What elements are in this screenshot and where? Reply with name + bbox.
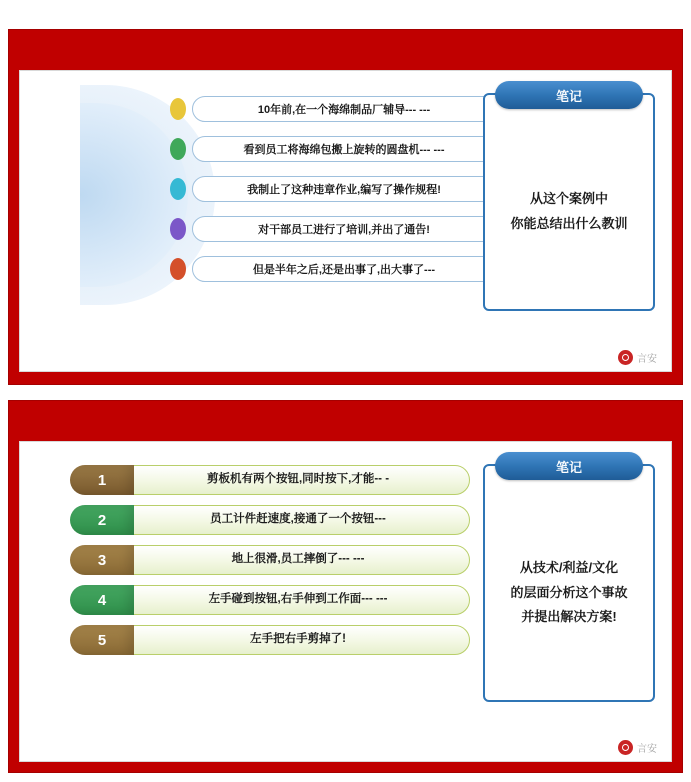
notes-line: 从技术/利益/文化 <box>519 559 619 575</box>
slide-2 <box>8 400 683 773</box>
slide-1-bullet-list <box>170 89 500 289</box>
bullet-dot-icon <box>170 258 186 280</box>
slide-2-body <box>19 441 672 762</box>
step-text: 员工计件赶速度,接通了一个按钮--- <box>210 513 386 526</box>
bullet-dot-icon <box>170 218 186 240</box>
slide-1 <box>8 29 683 385</box>
notes-tab-label: 笔记 <box>495 452 643 480</box>
notes-panel <box>483 459 655 702</box>
watermark <box>618 740 657 755</box>
step-pill <box>120 545 470 575</box>
watermark-text: 言安 <box>637 354 657 365</box>
watermark-text: 言安 <box>637 744 657 755</box>
step-pill <box>120 465 470 495</box>
bullet-pill <box>192 136 500 162</box>
bullet-text: 10年前,在一个海绵制品厂辅导--- --- <box>257 104 431 116</box>
step-number-chip: 5 <box>70 625 134 655</box>
list-item <box>170 89 500 129</box>
step-pill <box>120 625 470 655</box>
list-item <box>70 500 470 540</box>
list-item <box>70 540 470 580</box>
step-pill <box>120 585 470 615</box>
list-item <box>170 129 500 169</box>
step-number-chip: 3 <box>70 545 134 575</box>
step-pill <box>120 505 470 535</box>
step-text: 剪板机有两个按钮,同时按下,才能-- - <box>206 473 390 486</box>
bullet-pill <box>192 256 500 282</box>
list-item <box>170 169 500 209</box>
list-item <box>170 209 500 249</box>
slide-1-content <box>20 71 671 371</box>
bullet-pill <box>192 216 500 242</box>
bullet-pill <box>192 96 500 122</box>
notes-line: 从这个案例中 <box>529 191 608 207</box>
watermark <box>618 350 657 365</box>
notes-body <box>493 494 645 692</box>
step-text: 左手把右手剪掉了! <box>250 633 346 646</box>
bullet-text: 看到员工将海绵包搬上旋转的圆盘机--- --- <box>243 144 445 156</box>
watermark-logo-icon <box>618 740 633 755</box>
slide-1-body <box>19 70 672 372</box>
notes-line: 的层面分析这个事故 <box>510 584 628 600</box>
step-number-chip: 2 <box>70 505 134 535</box>
bullet-text: 我制止了这种违章作业,编写了操作规程! <box>247 184 441 196</box>
slide-2-content <box>20 442 671 761</box>
step-number-chip: 1 <box>70 465 134 495</box>
bullet-dot-icon <box>170 138 186 160</box>
bullet-text: 但是半年之后,还是出事了,出大事了--- <box>252 264 436 276</box>
step-number-chip: 4 <box>70 585 134 615</box>
notes-body <box>493 123 645 301</box>
step-text: 地上很滑,员工摔倒了--- --- <box>231 553 365 566</box>
bullet-dot-icon <box>170 178 186 200</box>
list-item <box>70 620 470 660</box>
list-item <box>170 249 500 289</box>
bullet-dot-icon <box>170 98 186 120</box>
bullet-pill <box>192 176 500 202</box>
watermark-logo-icon <box>618 350 633 365</box>
list-item <box>70 580 470 620</box>
bullet-text: 对干部员工进行了培训,并出了通告! <box>258 224 430 236</box>
notes-panel <box>483 88 655 311</box>
step-text: 左手碰到按钮,右手伸到工作面--- --- <box>208 593 388 606</box>
notes-line: 你能总结出什么教训 <box>510 216 628 231</box>
list-item <box>70 460 470 500</box>
notes-tab-label: 笔记 <box>495 81 643 109</box>
notes-line: 并提出解决方案! <box>521 609 617 625</box>
slide-2-bullet-list <box>70 460 470 660</box>
